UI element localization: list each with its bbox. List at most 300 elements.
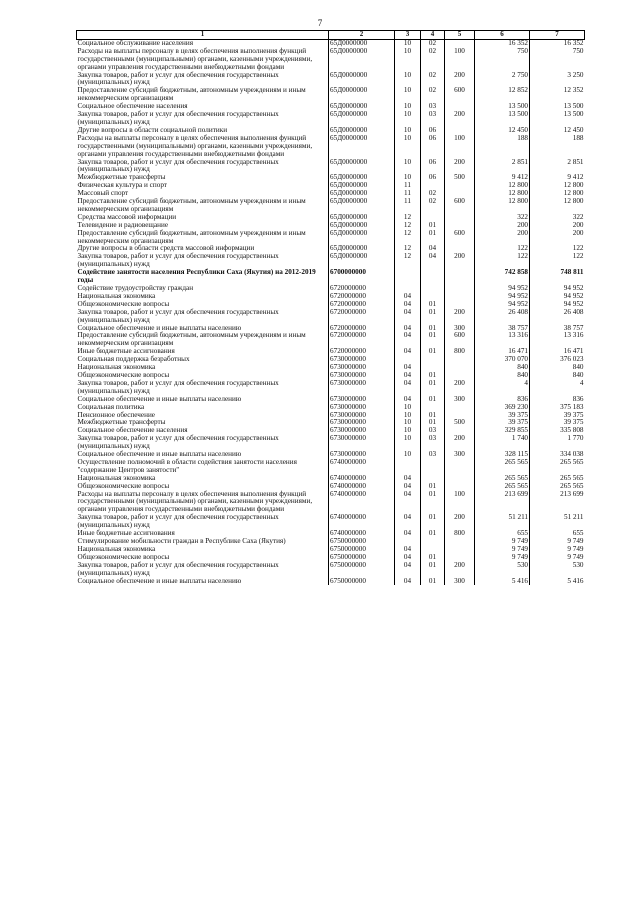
row-code: 6700000000 — [329, 269, 395, 285]
row-section: 10 — [395, 135, 421, 159]
row-amount-1: 12 450 — [475, 127, 530, 135]
row-expense-type: 200 — [445, 562, 475, 578]
row-amount-1: 16 352 — [475, 39, 530, 47]
row-subsection: 01 — [421, 325, 445, 333]
row-amount-2: 335 808 — [560, 426, 584, 435]
row-name: Содействие занятости населения Республики Саха (Якутия) на 2012-2019 годы — [77, 269, 329, 285]
row-code: 6730000000 — [329, 419, 395, 427]
row-section: 12 — [395, 245, 421, 253]
row-name: Средства массовой информации — [77, 214, 329, 222]
row-amount-2: 188 — [572, 133, 584, 142]
row-name: Предоставление субсидий бюджетным, автономным учреждениям и иным некоммерческим организациям — [77, 198, 329, 214]
row-subsection: 06 — [421, 127, 445, 135]
row-amount-2: 265 565 — [560, 457, 584, 466]
row-code: 6720000000 — [329, 301, 395, 309]
row-amount-2: 265 565 — [560, 481, 584, 490]
row-subsection — [421, 285, 445, 293]
row-amount-1: 840 — [475, 372, 530, 380]
row-amount-1: 13 316 — [475, 332, 530, 348]
row-amount-1: 200 — [475, 222, 530, 230]
column-header: 6 — [475, 31, 530, 40]
row-subsection: 01 — [421, 562, 445, 578]
row-code: 6750000000 — [329, 538, 395, 546]
row-name: Национальная экономика — [77, 475, 329, 483]
row-amount-1: 2 750 — [475, 72, 530, 88]
row-amount-1: 16 471 — [475, 348, 530, 356]
row-expense-type: 100 — [445, 135, 475, 159]
row-expense-type — [445, 546, 475, 554]
row-amount-2: 12 352 — [563, 86, 584, 95]
row-code: 6750000000 — [329, 562, 395, 578]
row-amount-2: 122 — [572, 244, 584, 253]
row-amount-1: 12 800 — [475, 190, 530, 198]
row-expense-type: 800 — [445, 348, 475, 356]
row-amount-2: 26 408 — [563, 307, 584, 316]
row-amount-1: 265 565 — [475, 483, 530, 491]
row-name: Закупка товаров, работ и услуг для обеспечения государственных (муниципальных) нужд — [77, 435, 329, 451]
row-section — [395, 459, 421, 475]
row-amount-1: 122 — [475, 253, 530, 269]
page-number: 7 — [317, 18, 323, 28]
row-code: 65Д0000000 — [329, 174, 395, 182]
row-name: Закупка товаров, работ и услуг для обеспечения государственных (муниципальных) нужд — [77, 253, 329, 269]
row-subsection: 01 — [421, 230, 445, 246]
row-expense-type: 500 — [445, 174, 475, 182]
row-section: 10 — [395, 412, 421, 420]
row-amount-1: 9 749 — [475, 538, 530, 546]
row-section: 04 — [395, 348, 421, 356]
row-section: 10 — [395, 174, 421, 182]
row-subsection: 02 — [421, 48, 445, 72]
row-section: 10 — [395, 111, 421, 127]
row-amount-2: 122 — [572, 252, 584, 261]
row-amount-1: 122 — [475, 245, 530, 253]
row-code: 6730000000 — [329, 372, 395, 380]
row-expense-type: 600 — [445, 198, 475, 214]
row-section: 04 — [395, 475, 421, 483]
row-expense-type — [445, 293, 475, 301]
row-amount-1: 9 749 — [475, 546, 530, 554]
row-expense-type: 300 — [445, 451, 475, 459]
row-name: Социальная поддержка безработных — [77, 356, 329, 364]
row-code: 65Д0000000 — [329, 182, 395, 190]
row-code: 6750000000 — [329, 578, 395, 586]
row-name: Пенсионное обеспечение — [77, 412, 329, 420]
row-code: 65Д0000000 — [329, 48, 395, 72]
row-code: 6730000000 — [329, 380, 395, 396]
row-code: 6740000000 — [329, 514, 395, 530]
row-code: 6730000000 — [329, 412, 395, 420]
row-amount-2: 94 952 — [563, 291, 584, 300]
table-row — [77, 578, 585, 586]
row-subsection: 01 — [421, 380, 445, 396]
row-amount-1: 12 852 — [475, 87, 530, 103]
row-amount-2: 265 565 — [560, 473, 584, 482]
row-code: 6730000000 — [329, 356, 395, 364]
row-name: Межбюджетные трансферты — [77, 174, 329, 182]
row-subsection: 04 — [421, 245, 445, 253]
row-code: 6740000000 — [329, 475, 395, 483]
row-amount-1: 750 — [475, 48, 530, 72]
row-expense-type — [445, 182, 475, 190]
row-section: 10 — [395, 48, 421, 72]
row-code: 6740000000 — [329, 530, 395, 538]
row-section: 04 — [395, 483, 421, 491]
row-section: 04 — [395, 364, 421, 372]
column-header: 5 — [445, 31, 475, 40]
row-subsection: 03 — [421, 103, 445, 111]
row-expense-type: 300 — [445, 578, 475, 586]
row-subsection: 01 — [421, 530, 445, 538]
row-subsection: 01 — [421, 222, 445, 230]
row-section: 12 — [395, 253, 421, 269]
row-code: 65Д0000000 — [329, 127, 395, 135]
row-amount-2: 213 699 — [560, 489, 584, 498]
row-amount-2: 750 — [572, 46, 584, 55]
row-expense-type: 200 — [445, 111, 475, 127]
row-code: 6720000000 — [329, 348, 395, 356]
row-amount-1: 742 858 — [475, 269, 530, 285]
row-expense-type: 600 — [445, 332, 475, 348]
row-amount-2: 39 375 — [563, 410, 584, 419]
row-amount-1: 836 — [475, 396, 530, 404]
column-header: 2 — [329, 31, 395, 40]
row-subsection: 06 — [421, 174, 445, 182]
row-amount-1: 655 — [475, 530, 530, 538]
row-amount-1: 94 952 — [475, 293, 530, 301]
row-amount-1: 94 952 — [475, 285, 530, 293]
row-section: 04 — [395, 562, 421, 578]
row-subsection: 02 — [421, 39, 445, 47]
row-amount-1: 38 757 — [475, 325, 530, 333]
row-amount-1: 5 416 — [475, 578, 530, 586]
row-name: Межбюджетные трансферты — [77, 419, 329, 427]
row-name: Социальное обеспечение и иные выплаты населению — [77, 451, 329, 459]
row-expense-type: 300 — [445, 325, 475, 333]
row-amount-2: 334 038 — [560, 450, 584, 459]
row-name: Стимулирование мобильности граждан в Республике Саха (Якутия) — [77, 538, 329, 546]
row-amount-1: 328 115 — [475, 451, 530, 459]
row-amount-1: 2 851 — [475, 159, 530, 175]
row-name: Национальная экономика — [77, 546, 329, 554]
row-amount-1: 12 800 — [475, 198, 530, 214]
budget-table — [76, 30, 585, 585]
row-code: 65Д0000000 — [329, 230, 395, 246]
row-expense-type: 600 — [445, 87, 475, 103]
row-amount-1: 370 070 — [475, 356, 530, 364]
table-row — [77, 48, 585, 72]
row-code: 65Д0000000 — [329, 190, 395, 198]
row-amount-2: 375 183 — [560, 402, 584, 411]
row-name: Закупка товаров, работ и услуг для обеспечения государственных (муниципальных) нужд — [77, 380, 329, 396]
row-code: 65Д0000000 — [329, 87, 395, 103]
row-section: 04 — [395, 396, 421, 404]
row-code: 6750000000 — [329, 546, 395, 554]
row-section: 10 — [395, 427, 421, 435]
table-body — [77, 39, 585, 585]
row-amount-2: 655 — [572, 529, 584, 538]
row-section: 04 — [395, 332, 421, 348]
row-expense-type: 200 — [445, 253, 475, 269]
row-subsection — [421, 538, 445, 546]
row-amount-2: 39 375 — [563, 418, 584, 427]
row-name: Общеэкономические вопросы — [77, 372, 329, 380]
row-name: Расходы на выплаты персоналу в целях обеспечения выполнения функций государственными (муниципальными) органами, казенными учреждениями, органами управления государственными внебюджетными фондами — [77, 135, 329, 159]
row-code: 6730000000 — [329, 435, 395, 451]
row-subsection: 02 — [421, 72, 445, 88]
row-section: 10 — [395, 72, 421, 88]
row-amount-2: 12 800 — [563, 197, 584, 206]
row-name: Социальное обеспечение и иные выплаты населению — [77, 325, 329, 333]
table-row — [77, 380, 585, 396]
row-amount-1: 265 565 — [475, 475, 530, 483]
row-name: Иные бюджетные ассигнования — [77, 348, 329, 356]
row-section: 04 — [395, 380, 421, 396]
row-section: 10 — [395, 451, 421, 459]
row-subsection: 01 — [421, 372, 445, 380]
row-amount-1: 12 800 — [475, 182, 530, 190]
row-section: 04 — [395, 325, 421, 333]
row-amount-2: 200 — [572, 220, 584, 229]
row-section: 04 — [395, 301, 421, 309]
row-section: 04 — [395, 293, 421, 301]
row-code: 6720000000 — [329, 332, 395, 348]
row-subsection: 01 — [421, 554, 445, 562]
row-code: 6740000000 — [329, 459, 395, 475]
row-name: Расходы на выплаты персоналу в целях обеспечения выполнения функций государственными (муниципальными) органами, казенными учреждениями, органами управления государственными внебюджетными фондами — [77, 491, 329, 515]
row-expense-type: 200 — [445, 72, 475, 88]
table-row — [77, 514, 585, 530]
row-subsection — [421, 356, 445, 364]
row-code: 6720000000 — [329, 309, 395, 325]
row-subsection: 01 — [421, 412, 445, 420]
row-amount-2: 16 352 — [563, 38, 584, 47]
table-row — [77, 230, 585, 246]
row-subsection: 03 — [421, 111, 445, 127]
table-row — [77, 72, 585, 88]
row-subsection: 01 — [421, 578, 445, 586]
row-amount-1: 94 952 — [475, 301, 530, 309]
row-amount-2: 376 023 — [560, 355, 584, 364]
row-amount-2: 3 250 — [567, 70, 584, 79]
row-section: 12 — [395, 222, 421, 230]
row-section: 10 — [395, 39, 421, 47]
row-amount-1: 26 408 — [475, 309, 530, 325]
row-section: 04 — [395, 309, 421, 325]
row-name: Национальная экономика — [77, 364, 329, 372]
table-row — [77, 459, 585, 475]
row-expense-type: 300 — [445, 396, 475, 404]
row-amount-1: 265 565 — [475, 459, 530, 475]
row-expense-type — [445, 404, 475, 412]
row-expense-type — [445, 459, 475, 475]
row-name: Общеэкономические вопросы — [77, 554, 329, 562]
row-amount-1: 4 — [475, 380, 530, 396]
row-name: Социальное обеспечение населения — [77, 427, 329, 435]
row-name: Социальное обеспечение населения — [77, 103, 329, 111]
row-name: Расходы на выплаты персоналу в целях обеспечения выполнения функций государственными (муниципальными) органами, казенными учреждениями, органами управления государственными внебюджетными фондами — [77, 48, 329, 72]
row-name: Общеэкономические вопросы — [77, 301, 329, 309]
row-amount-2: 94 952 — [563, 284, 584, 292]
row-amount-1: 213 699 — [475, 491, 530, 515]
row-name: Предоставление субсидий бюджетным, автономным учреждениям и иным некоммерческим организациям — [77, 230, 329, 246]
row-code: 65Д0000000 — [329, 214, 395, 222]
row-amount-2: 12 800 — [563, 189, 584, 198]
table-row — [77, 491, 585, 515]
row-subsection: 01 — [421, 309, 445, 325]
row-name: Предоставление субсидий бюджетным, автономным учреждениям и иным некоммерческим организациям — [77, 87, 329, 103]
row-section: 04 — [395, 372, 421, 380]
row-code: 6720000000 — [329, 325, 395, 333]
row-subsection: 01 — [421, 419, 445, 427]
row-amount-1: 530 — [475, 562, 530, 578]
row-expense-type: 800 — [445, 530, 475, 538]
row-code: 65Д0000000 — [329, 39, 395, 47]
row-name: Социальное обслуживание населения — [77, 39, 329, 47]
row-name: Закупка товаров, работ и услуг для обеспечения государственных (муниципальных) нужд — [77, 72, 329, 88]
row-name: Закупка товаров, работ и услуг для обеспечения государственных (муниципальных) нужд — [77, 159, 329, 175]
row-section: 10 — [395, 103, 421, 111]
table-row — [77, 135, 585, 159]
row-name: Социальное обеспечение и иные выплаты населению — [77, 396, 329, 404]
row-amount-2: 51 211 — [564, 513, 584, 522]
column-header: 4 — [421, 31, 445, 40]
row-amount-2: 840 — [572, 370, 584, 379]
row-amount-2: 12 800 — [563, 181, 584, 190]
row-name: Общеэкономические вопросы — [77, 483, 329, 491]
row-expense-type: 100 — [445, 48, 475, 72]
row-amount-2: 9 749 — [567, 537, 584, 545]
table-row — [77, 562, 585, 578]
row-amount-1: 1 740 — [475, 435, 530, 451]
row-amount-1: 840 — [475, 364, 530, 372]
row-name: Содействие трудоустройству граждан — [77, 285, 329, 293]
row-subsection: 01 — [421, 396, 445, 404]
row-subsection: 06 — [421, 159, 445, 175]
row-code: 6730000000 — [329, 364, 395, 372]
row-amount-1: 13 500 — [475, 111, 530, 127]
row-subsection: 01 — [421, 491, 445, 515]
row-code: 6720000000 — [329, 293, 395, 301]
row-subsection: 03 — [421, 451, 445, 459]
row-expense-type — [445, 269, 475, 285]
row-amount-1: 51 211 — [475, 514, 530, 530]
row-subsection: 01 — [421, 514, 445, 530]
row-amount-2: 12 450 — [563, 125, 584, 134]
row-name: Другие вопросы в области социальной политики — [77, 127, 329, 135]
row-code: 65Д0000000 — [329, 198, 395, 214]
row-name: Предоставление субсидий бюджетным, автономным учреждениям и иным некоммерческим организациям — [77, 332, 329, 348]
row-code: 65Д0000000 — [329, 111, 395, 127]
row-amount-2: 9 412 — [567, 173, 584, 182]
column-header: 3 — [395, 31, 421, 40]
row-section: 10 — [395, 127, 421, 135]
row-amount-2: 1 770 — [567, 434, 584, 443]
row-subsection: 02 — [421, 198, 445, 214]
row-amount-2: 9 749 — [567, 544, 584, 553]
table-row — [77, 435, 585, 451]
row-name: Телевидение и радиовещание — [77, 222, 329, 230]
row-section: 12 — [395, 230, 421, 246]
row-code: 65Д0000000 — [329, 253, 395, 269]
row-code: 65Д0000000 — [329, 103, 395, 111]
row-code: 6720000000 — [329, 285, 395, 293]
row-amount-1: 200 — [475, 230, 530, 246]
row-subsection: 03 — [421, 435, 445, 451]
row-expense-type — [445, 285, 475, 293]
row-code: 65Д0000000 — [329, 159, 395, 175]
table-row — [77, 111, 585, 127]
row-name: Социальная политика — [77, 404, 329, 412]
row-amount-2: 13 500 — [563, 102, 584, 111]
row-name: Другие вопросы в области средств массовой информации — [77, 245, 329, 253]
row-code: 6730000000 — [329, 396, 395, 404]
row-amount-2: 2 851 — [567, 157, 584, 166]
row-subsection: 03 — [421, 427, 445, 435]
row-amount-1: 188 — [475, 135, 530, 159]
row-amount-2: 4 — [579, 378, 584, 387]
row-section: 04 — [395, 530, 421, 538]
row-expense-type — [445, 214, 475, 222]
row-amount-1: 39 375 — [475, 419, 530, 427]
row-expense-type — [445, 364, 475, 372]
row-expense-type: 100 — [445, 491, 475, 515]
row-amount-2: 840 — [572, 363, 584, 372]
row-name: Осуществление полномочий в области содействия занятости населения "содержание Центров занятости" — [77, 459, 329, 475]
row-amount-1: 9 749 — [475, 554, 530, 562]
row-subsection: 01 — [421, 348, 445, 356]
row-code: 6750000000 — [329, 554, 395, 562]
row-section: 04 — [395, 514, 421, 530]
row-amount-1: 322 — [475, 214, 530, 222]
row-code: 6730000000 — [329, 404, 395, 412]
row-section: 10 — [395, 404, 421, 412]
row-name: Иные бюджетные ассигнования — [77, 530, 329, 538]
table-row — [77, 309, 585, 325]
row-name: Закупка товаров, работ и услуг для обеспечения государственных (муниципальных) нужд — [77, 514, 329, 530]
row-expense-type: 200 — [445, 309, 475, 325]
row-section: 12 — [395, 214, 421, 222]
row-section: 10 — [395, 87, 421, 103]
row-name: Физическая культура и спорт — [77, 182, 329, 190]
row-section: 10 — [395, 435, 421, 451]
row-code: 65Д0000000 — [329, 222, 395, 230]
row-name: Закупка товаров, работ и услуг для обеспечения государственных (муниципальных) нужд — [77, 111, 329, 127]
column-header: 1 — [77, 31, 329, 40]
row-amount-2: 13 316 — [563, 331, 584, 340]
row-section: 04 — [395, 578, 421, 586]
row-section — [395, 269, 421, 285]
row-subsection — [421, 269, 445, 285]
row-section: 11 — [395, 182, 421, 190]
row-code: 6730000000 — [329, 451, 395, 459]
row-amount-1: 39 375 — [475, 412, 530, 420]
row-section: 11 — [395, 198, 421, 214]
row-amount-1: 9 412 — [475, 174, 530, 182]
row-name: Массовый спорт — [77, 190, 329, 198]
row-code: 65Д0000000 — [329, 135, 395, 159]
row-code: 6740000000 — [329, 491, 395, 515]
row-expense-type: 200 — [445, 159, 475, 175]
row-subsection: 02 — [421, 87, 445, 103]
row-amount-1: 329 855 — [475, 427, 530, 435]
row-amount-2: 530 — [572, 560, 584, 569]
table-row — [77, 198, 585, 214]
row-amount-2: 322 — [572, 212, 584, 221]
row-amount-2: 748 811 — [560, 268, 584, 277]
row-expense-type: 600 — [445, 230, 475, 246]
row-subsection — [421, 459, 445, 475]
